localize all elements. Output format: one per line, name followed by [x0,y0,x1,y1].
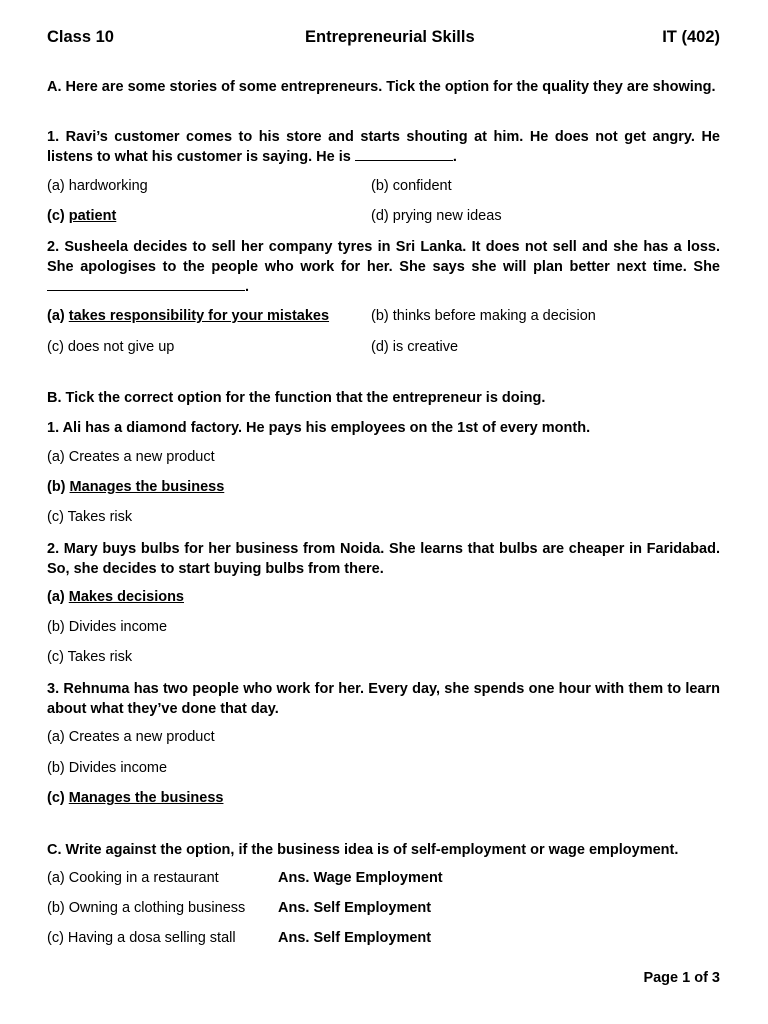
option-prefix: (b) [47,479,70,495]
option-prefix: (a) [47,308,69,324]
selected-answer: Makes decisions [68,589,184,605]
selected-answer: Manages the business [69,479,225,495]
class-label: Class 10 [47,28,114,46]
section-c-instruction: C. Write against the option, if the business idea is of self-employment or wage employment. [47,842,679,858]
employment-answer: Ans. Self Employment [278,900,432,916]
worksheet-page [47,0,720,1024]
question-b3: 3. Rehnuma has two people who work for her. Every day, she spends one hour with them to learn about what they’ve done that day. [47,681,720,717]
employment-option: (b) Owning a clothing business [47,900,246,916]
option-prefix: (c) [47,208,69,224]
selected-answer: Manages the business [68,790,224,806]
option-a1-c [47,208,116,224]
option-prefix: (a) [47,589,69,605]
question-a1-text: 1. Ravi’s customer comes to his store and starts shouting at him. He does not get angry. He listens to what his customer is saying. He is [47,129,720,165]
question-a2-text: 2. Susheela decides to sell her company tyres in Sri Lanka. It does not sell and she has a loss. She apologises to the people who work for her. She says she will plan better next time. She [47,239,720,275]
section-b-instruction: B. Tick the correct option for the function that the entrepreneur is doing. [47,390,546,406]
option-a2-a [47,308,329,324]
option-b3-a: (a) Creates a new product [47,729,215,745]
page-number: Page 1 of 3 [643,970,720,986]
option-a2-b: (b) thinks before making a decision [371,308,596,324]
employment-option: (a) Cooking in a restaurant [47,870,219,886]
employment-answer: Ans. Self Employment [278,930,432,946]
option-a1-a: (a) hardworking [47,178,148,194]
subject-code: IT (402) [662,28,720,46]
option-a2-c: (c) does not give up [47,339,175,355]
option-a1-b: (b) confident [371,178,452,194]
employment-option: (c) Having a dosa selling stall [47,930,236,946]
option-b2-b: (b) Divides income [47,619,168,635]
option-a1-d: (d) prying new ideas [371,208,502,224]
answer-blank [355,147,453,161]
option-b1-c: (c) Takes risk [47,509,133,525]
selected-answer: takes responsibility for your mistakes [68,308,330,324]
option-a2-d: (d) is creative [371,339,459,355]
question-a2 [47,237,720,297]
question-a2-end: . [245,279,250,295]
option-b3-b: (b) Divides income [47,760,168,776]
option-b2-c: (c) Takes risk [47,649,133,665]
question-a1-end: . [452,149,457,165]
option-b1-a: (a) Creates a new product [47,449,215,465]
question-a1 [47,127,720,167]
selected-answer: patient [68,208,117,224]
option-b1-b [47,479,224,495]
option-b2-a [47,589,184,605]
question-b2: 2. Mary buys bulbs for her business from Noida. She learns that bulbs are cheaper in Faridabad. So, she decides to start buying bulbs from there. [47,541,720,577]
employment-answer: Ans. Wage Employment [278,870,443,886]
option-prefix: (c) [47,790,69,806]
section-a-instruction: A. Here are some stories of some entrepreneurs. Tick the option for the quality they are showing. [47,79,716,95]
answer-blank [47,277,245,291]
page-title: Entrepreneurial Skills [305,28,475,46]
option-b3-c [47,790,223,806]
question-b1: 1. Ali has a diamond factory. He pays his employees on the 1st of every month. [47,420,591,436]
